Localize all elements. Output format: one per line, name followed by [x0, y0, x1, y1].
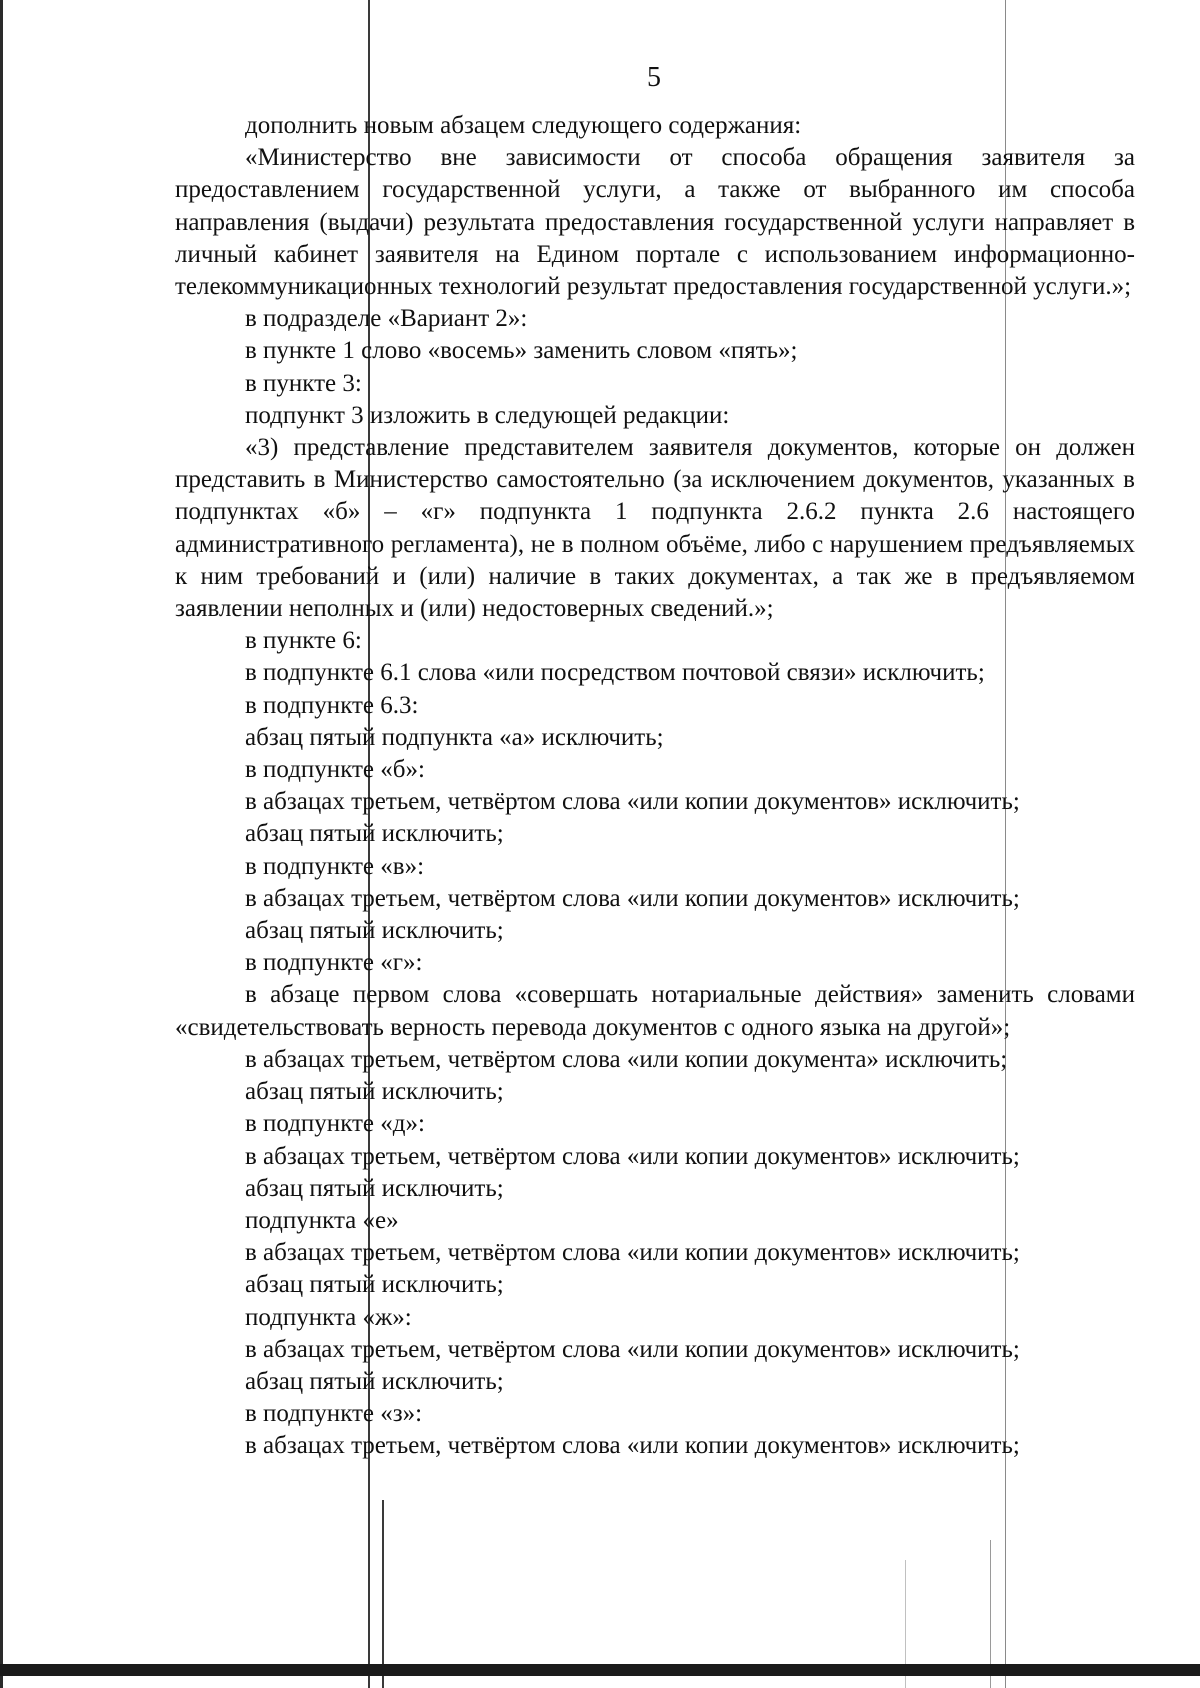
paragraph: абзац пятый исключить; — [245, 820, 504, 848]
page-number: 5 — [647, 62, 661, 93]
paragraph: в абзацах третьем, четвёртом слова «или копии документов» исключить; — [245, 1335, 1020, 1363]
paragraph: подпункта «ж»: — [245, 1303, 412, 1331]
paragraph: в подпункте 6.1 слова «или посредством почтовой связи» исключить; — [245, 659, 985, 687]
paragraph: подпункт 3 изложить в следующей редакции: — [245, 401, 730, 429]
paragraph: в подпункте «б»: — [245, 756, 425, 784]
paragraph: в абзацах третьем, четвёртом слова «или копии документа» исключить; — [245, 1045, 1008, 1073]
paragraph: в абзацах третьем, четвёртом слова «или копии документов» исключить; — [245, 884, 1020, 912]
paragraph: «Министерство вне зависимости от способа обращения заявителя за предоставлением государственной услуги, а также от выбранного им способа направления (выдачи) результата предоставления государственной услуги направляет в личный кабинет заявителя на Едином портале с использованием информационно-телекоммуникационных технологий результат предоставления государственной услуги.»; — [175, 144, 1135, 301]
paragraph: в подпункте «г»: — [245, 949, 423, 977]
paragraph: подпункта «е» — [245, 1206, 399, 1234]
paragraph: в абзацах третьем, четвёртом слова «или копии документов» исключить; — [245, 788, 1020, 816]
scan-edge-left — [0, 0, 3, 1688]
paragraph: абзац пятый исключить; — [245, 1174, 504, 1202]
document-body — [175, 110, 1135, 1463]
paragraph: абзац пятый исключить; — [245, 1367, 504, 1395]
paragraph: абзац пятый исключить; — [245, 1271, 504, 1299]
paragraph: в подпункте «д»: — [245, 1110, 425, 1138]
paragraph: абзац пятый подпункта «а» исключить; — [245, 723, 664, 751]
paragraph: в абзацах третьем, четвёртом слова «или копии документов» исключить; — [245, 1432, 1020, 1460]
scan-artifact-line — [382, 1500, 384, 1688]
paragraph: в пункте 3: — [245, 369, 362, 397]
paragraph: в подразделе «Вариант 2»: — [245, 305, 528, 333]
paragraph: «3) представление представителем заявителя документов, которые он должен представить в Министерство самостоятельно (за исключением документов, указанных в подпунктах «б» – «г» подпункта 1 подпункта 2.6.2 пункта 2.6 настоящего административного регламента), не в полном объёме, либо с нарушением предъявляемых к ним требований и (или) наличие в таких документах, а так же в предъявляемом заявлении неполных и (или) недостоверных сведений.»; — [175, 434, 1135, 623]
paragraph: абзац пятый исключить; — [245, 917, 504, 945]
paragraph: в пункте 1 слово «восемь» заменить словом «пять»; — [245, 337, 798, 365]
paragraph: в пункте 6: — [245, 627, 362, 655]
paragraph: в абзацах третьем, четвёртом слова «или копии документов» исключить; — [245, 1142, 1020, 1170]
paragraph: абзац пятый исключить; — [245, 1078, 504, 1106]
scan-bottom-band — [0, 1664, 1200, 1676]
paragraph: в абзацах третьем, четвёртом слова «или копии документов» исключить; — [245, 1239, 1020, 1267]
paragraph: в абзаце первом слова «совершать нотариальные действия» заменить словами «свидетельствовать верность перевода документов с одного языка на другой»; — [175, 981, 1135, 1041]
paragraph: дополнить новым абзацем следующего содержания: — [245, 112, 802, 139]
paragraph: в подпункте 6.3: — [245, 691, 419, 719]
paragraph: в подпункте «з»: — [245, 1400, 423, 1428]
paragraph: в подпункте «в»: — [245, 852, 425, 880]
